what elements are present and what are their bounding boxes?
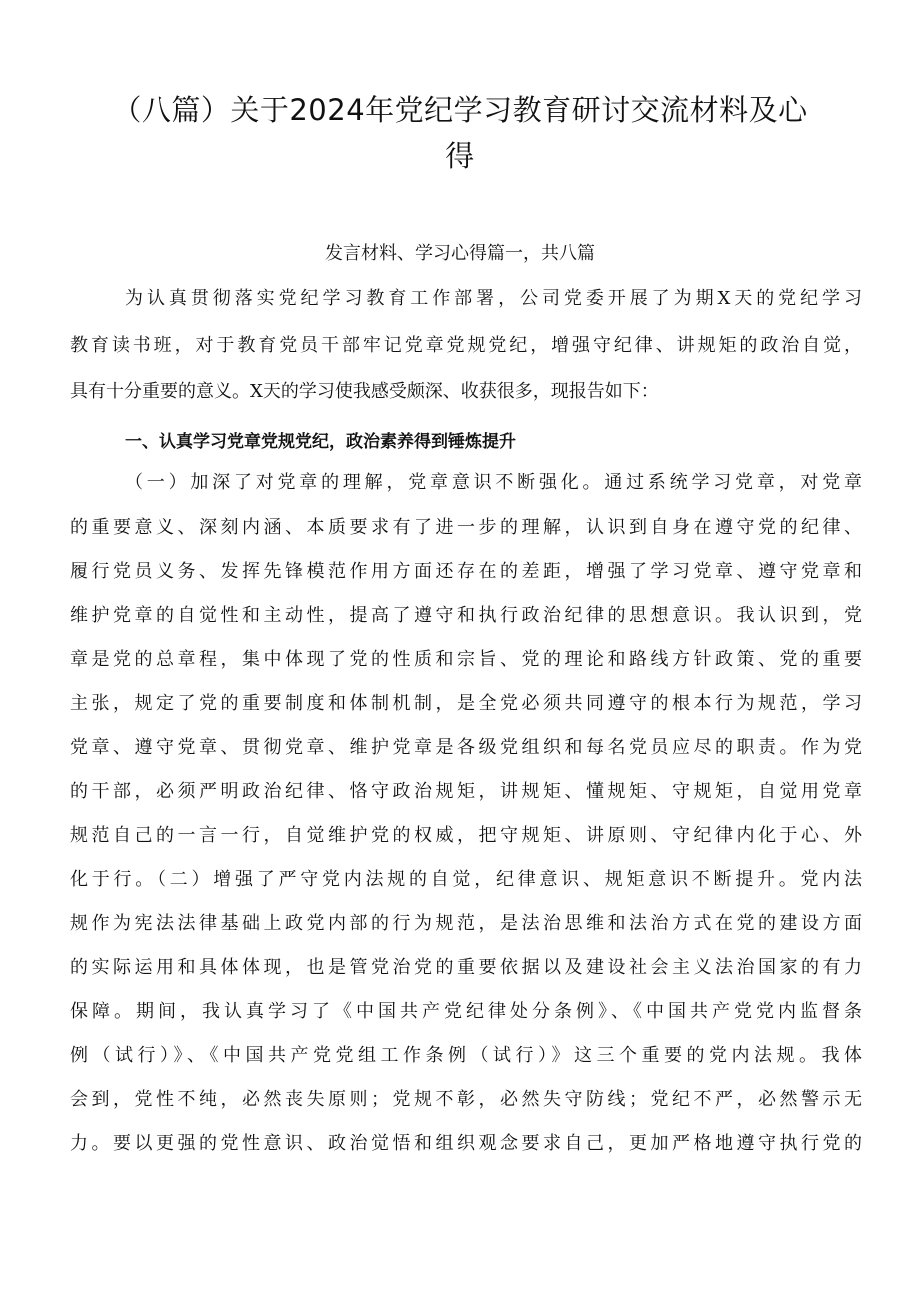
section-heading: 一、认真学习党章党规党纪，政治素养得到锤炼提升: [125, 432, 516, 452]
body-line-6: 主张，规定了党的重要制度和体制机制，是全党必须共同遵守的根本行为规范，学习: [70, 693, 862, 714]
body-line-8: 的干部，必须严明政治纪律、恪守政治规矩，讲规矩、懂规矩、守规矩，自觉用党章: [70, 781, 862, 802]
body-line-9: 规范自己的一言一行，自觉维护党的权威，把守规矩、讲原则、守纪律内化于心、外: [70, 825, 862, 846]
body-line-10: 化于行。（二）增强了严守党内法规的自觉，纪律意识、规矩意识不断提升。党内法: [70, 869, 862, 890]
body-line-14: 例（试行）》、《中国共产党党组工作条例（试行）》这三个重要的党内法规。我体: [70, 1045, 862, 1066]
body-line-2: 的重要意义、深刻内涵、本质要求有了进一步的理解，认识到自身在遵守党的纪律、: [70, 517, 862, 538]
document-title-line-2: 得: [445, 139, 475, 173]
intro-line-1: 为认真贯彻落实党纪学习教育工作部署，公司党委开展了为期X天的党纪学习: [125, 288, 862, 309]
body-line-3: 履行党员义务、发挥先锋模范作用方面还存在的差距，增强了学习党章、遵守党章和: [70, 561, 862, 582]
body-line-4: 维护党章的自觉性和主动性，提高了遵守和执行政治纪律的思想意识。我认识到，党: [70, 605, 862, 626]
body-line-15: 会到，党性不纯，必然丧失原则；党规不彰，必然失守防线；党纪不严，必然警示无: [70, 1089, 862, 1110]
body-line-12: 的实际运用和具体体现，也是管党治党的重要依据以及建设社会主义法治国家的有力: [70, 957, 862, 978]
intro-line-2: 教育读书班，对于教育党员干部牢记党章党规党纪，增强守纪律、讲规矩的政治自觉，: [70, 335, 862, 356]
document-subtitle: 发言材料、学习心得篇一，共八篇: [325, 243, 595, 264]
body-line-5: 章是党的总章程，集中体现了党的性质和宗旨、党的理论和路线方针政策、党的重要: [70, 649, 862, 670]
body-line-13: 保障。期间，我认真学习了《中国共产党纪律处分条例》、《中国共产党党内监督条: [70, 1001, 862, 1022]
body-line-1: （一）加深了对党章的理解，党章意识不断强化。通过系统学习党章，对党章: [125, 472, 862, 493]
document-title-line-1: （八篇）关于2024年党纪学习教育研讨交流材料及心: [112, 93, 808, 127]
body-line-11: 规作为宪法法律基础上政党内部的行为规范，是法治思维和法治方式在党的建设方面: [70, 913, 862, 934]
body-line-16: 力。要以更强的党性意识、政治觉悟和组织观念要求自己，更加严格地遵守执行党的: [70, 1133, 862, 1154]
intro-line-3: 具有十分重要的意义。X天的学习使我感受颇深、收获很多，现报告如下：: [70, 381, 659, 402]
body-line-7: 党章、遵守党章、贯彻党章、维护党章是各级党组织和每名党员应尽的职责。作为党: [70, 737, 862, 758]
